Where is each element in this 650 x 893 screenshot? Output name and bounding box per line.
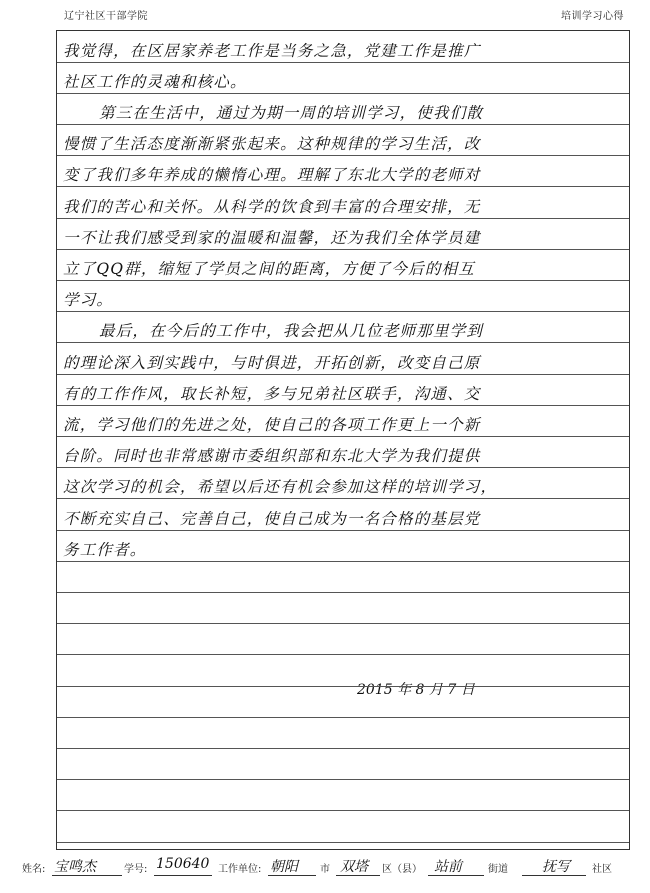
handwritten-line: 的理论深入到实践中，与时俱进，开拓创新，改变自己原 [63,353,481,372]
handwritten-line: 我觉得，在区居家养老工作是当务之急，党建工作是推广 [63,41,481,60]
street-value: 站前 [434,859,462,875]
ruled-line [57,654,629,655]
ruled-line [57,374,629,375]
handwritten-line: 社区工作的灵魂和核心。 [63,72,247,91]
institution-header: 辽宁社区干部学院 [64,11,148,22]
lined-writing-sheet [56,30,630,850]
signature-date: 2015 年 8 月 7 日 [357,682,475,698]
street-label: 街道 [488,864,508,875]
student-info-footer [22,856,632,882]
community-underline [522,875,586,876]
ruled-line [57,249,629,250]
name-underline [52,875,122,876]
handwritten-line: 我们的苦心和关怀。从科学的饮食到丰富的合理安排，无 [63,197,481,216]
ruled-line [57,124,629,125]
ruled-line [57,748,629,749]
handwritten-line: 一不让我们感受到家的温暖和温馨，还为我们全体学员建 [63,228,481,247]
handwritten-line: 流，学习他们的先进之处，使自己的各项工作更上一个新 [63,415,481,434]
handwritten-line: 最后，在今后的工作中，我会把从几位老师那里学到 [99,322,484,341]
city-value: 朝阳 [270,859,298,875]
ruled-line [57,561,629,562]
district-underline [336,875,380,876]
ruled-line [57,810,629,811]
handwritten-line: 慢惯了生活态度渐渐紧张起来。这种规律的学习生活，改 [63,135,481,154]
city-underline [268,875,316,876]
ruled-line [57,62,629,63]
ruled-line [57,280,629,281]
community-value: 抚写 [542,859,570,875]
ruled-line [57,842,629,843]
handwritten-line: 立了QQ群，缩短了学员之间的距离，方便了今后的相互 [63,259,475,278]
ruled-line [57,93,629,94]
district-label: 区（县） [382,864,422,875]
ruled-line [57,311,629,312]
ruled-line [57,592,629,593]
ruled-line [57,342,629,343]
student-id-value: 150640 [156,856,210,872]
ruled-line [57,218,629,219]
ruled-line [57,686,629,687]
student-id-underline [154,875,212,876]
street-underline [428,875,484,876]
handwritten-line: 务工作者。 [63,540,147,559]
ruled-line [57,436,629,437]
ruled-line [57,405,629,406]
handwritten-line: 第三在生活中，通过为期一周的培训学习，使我们散 [99,103,484,122]
ruled-line [57,530,629,531]
work-unit-label: 工作单位: [218,864,262,875]
student-id-label: 学号: [124,864,148,875]
ruled-line [57,467,629,468]
ruled-line [57,155,629,156]
handwritten-line: 这次学习的机会，希望以后还有机会参加这样的培训学习， [63,478,498,497]
ruled-line [57,623,629,624]
handwritten-line: 有的工作作风，取长补短，多与兄弟社区联手，沟通、交 [63,384,481,403]
city-label: 市 [320,864,330,875]
name-value: 宝鸣杰 [54,859,96,875]
handwritten-line: 变了我们多年养成的懒惰心理。理解了东北大学的老师对 [63,166,481,185]
handwritten-line: 台阶。同时也非常感谢市委组织部和东北大学为我们提供 [63,447,481,466]
ruled-line [57,717,629,718]
handwritten-line: 学习。 [63,291,114,310]
district-value: 双塔 [340,859,368,875]
community-label: 社区 [592,864,612,875]
ruled-line [57,779,629,780]
handwritten-line: 不断充实自己、完善自己，使自己成为一名合格的基层党 [63,509,481,528]
document-type-header: 培训学习心得 [561,11,624,22]
ruled-line [57,498,629,499]
ruled-line [57,186,629,187]
name-label: 姓名: [22,864,46,875]
